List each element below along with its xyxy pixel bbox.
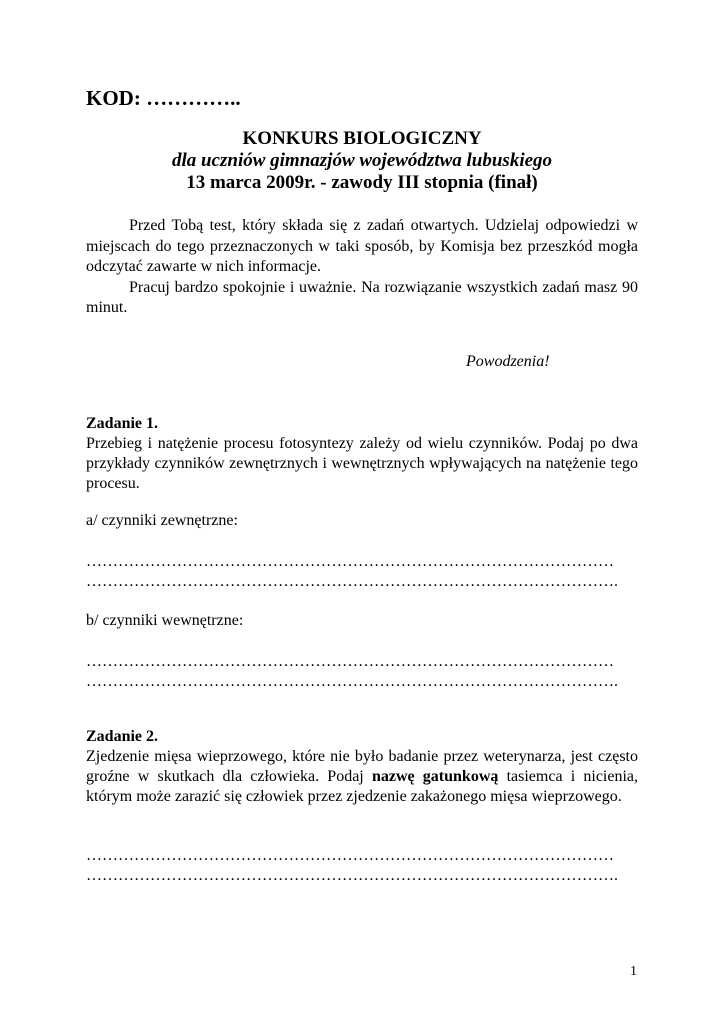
task-2-heading: Zadanie 2. [86,728,159,745]
title-block [86,128,638,194]
answer-line[interactable]: ……………………………………………………………………………………… [86,653,614,670]
good-luck-text: Powodzenia! [466,353,550,370]
instructions-paragraph-2: Pracuj bardzo spokojnie i uważnie. Na rozwiązanie wszystkich zadań masz 90 minut. [86,278,638,316]
task-2-body-emphasis: nazwę gatunkową [371,768,499,785]
answer-line[interactable]: ……………………………………………………………………………………… [86,553,614,570]
task-2-body-start: Zjedzenie mięsa wieprzowego, które nie było badanie przez weterynarza, jest często groźne w skutkach dla człowieka. Podaj [86,748,638,785]
task-1-body: Przebieg i natężenie procesu fotosyntezy zależy od wielu czynników. Podaj po dwa przykłady czynników zewnętrznych i wewnętrznych wpływających na natężenie tego procesu. [86,435,638,492]
task-1-heading: Zadanie 1. [86,415,159,432]
task-2-body [86,747,638,807]
answer-line[interactable]: ………………………………………………………………………………………. [86,867,618,884]
instructions-paragraph-1: Przed Tobą test, który składa się z zadań otwartych. Udzielaj odpowiedzi w miejscach do tego przeznaczonych w taki sposób, by Komisja bez przeszkód mogła odczytać zawarte w nich informacje. [86,217,638,275]
task-2-body-end: tasiemca i nicienia, którym może zarazić się człowiek przez zjedzenie zakażonego mięsa wieprzowego. [86,768,639,805]
contest-date-line: 13 marca 2009r. - zawody III stopnia (finał) [186,172,538,193]
answer-line[interactable]: ………………………………………………………………………………………. [86,573,618,590]
task-1-label-external-factors: a/ czynniki zewnętrzne: [86,512,238,529]
page-number: 1 [630,964,637,979]
code-field-label: KOD: ………….. [86,86,241,110]
task-2 [86,727,638,807]
contest-subtitle: dla uczniów gimnazjów województwa lubuskiego [171,150,553,171]
answer-line[interactable]: ……………………………………………………………………………………… [86,847,614,864]
task-1-label-internal-factors: b/ czynniki wewnętrzne: [86,612,244,629]
contest-title: KONKURS BIOLOGICZNY [242,128,482,149]
answer-line[interactable]: ………………………………………………………………………………………. [86,673,618,690]
task-1 [86,414,638,494]
instructions [86,216,638,319]
